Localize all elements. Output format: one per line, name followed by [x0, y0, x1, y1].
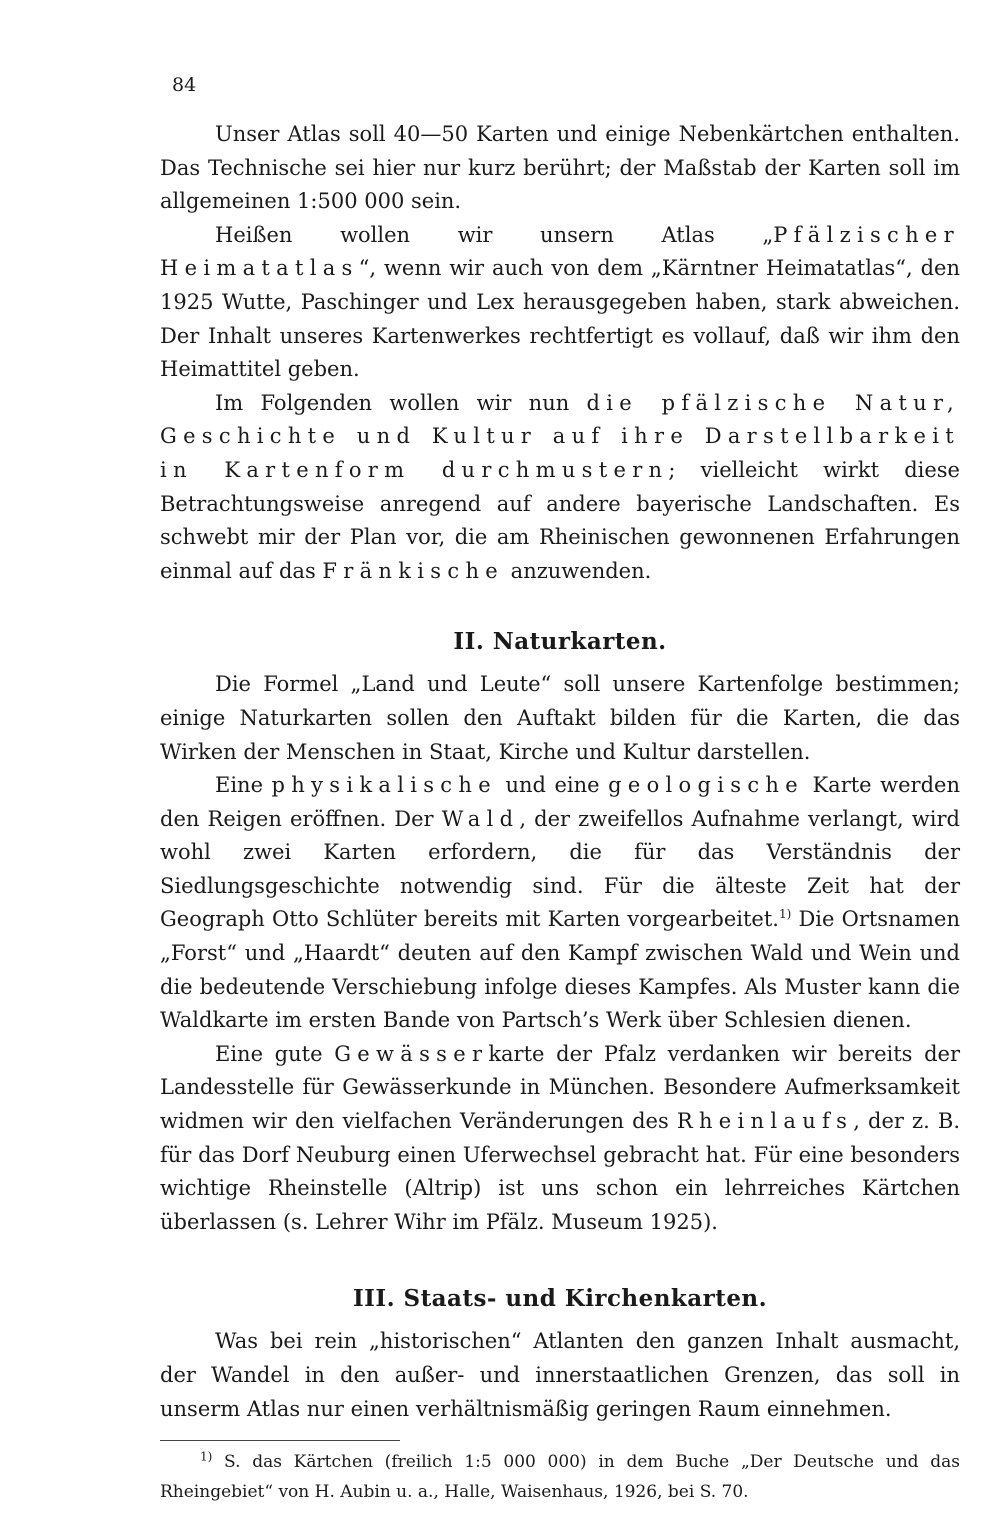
paragraph-water-maps [160, 1038, 960, 1240]
text-segment: , der zweifellos Aufnahme verlangt, wird wohl zwei Karten erfordern, die für das Verständnis der Siedlungsgeschichte notwendig sind. Für die älteste Zeit hat der Geograph Otto Schlüter bereits mit Karten vorgearbeitet. [160, 806, 960, 932]
paragraph-historical-atlases: Was bei rein „historischen“ Atlanten den ganzen Inhalt ausmacht, der Wandel in den außer- und innerstaatlichen Grenzen, das soll in unserm Atlas nur einen verhältnismäßig geringen Raum einnehmen. [160, 1329, 960, 1421]
section-heading-naturkarten: II. Naturkarten. [453, 628, 667, 656]
text-segment: Heißen wollen wir unsern Atlas „ [215, 222, 774, 247]
text-segment: , der z. B. für das Dorf Neuburg einen Uferwechsel gebracht hat. Für eine besonders wichtige Rheinstelle (Altrip) ist uns schon ein lehrreiches Kärtchen überlassen (s. Lehrer Wihr im Pfälz. Museum 1925). [160, 1109, 960, 1234]
text-segment: karte der Pfalz verdanken wir bereits der Landesstelle für Gewässerkunde in München. Besondere Aufmerksamkeit widmen wir den vielfachen Veränderungen des [160, 1041, 961, 1134]
text-segment: Eine gute [215, 1041, 335, 1066]
text-segment: und eine [496, 773, 609, 798]
paragraph-atlas-name [160, 219, 960, 387]
paragraph-atlas-scope: Unser Atlas soll 40—50 Karten und einige Nebenkärtchen enthalten. Das Technische sei hier nur kurz berührt; der Maßstab der Karten soll im allgemeinen 1:500 000 sein. [160, 122, 960, 214]
book-page [160, 72, 960, 1507]
emphasized-text: Gewässer [334, 1041, 489, 1066]
emphasized-text: Rheinlaufs [676, 1109, 854, 1134]
text-segment: anzuwenden. [504, 558, 652, 583]
footnote-mark: 1) [200, 1449, 213, 1464]
footnote-reference: 1) [778, 907, 792, 922]
text-segment: Eine [215, 773, 272, 798]
footnote-divider [160, 1440, 400, 1441]
emphasized-text: physikalische [271, 773, 497, 798]
emphasized-text: die pfälzische Natur, Geschichte und Kultur auf ihre Darstellbarkeit in Kartenform durchmustern [160, 390, 961, 482]
text-segment: “, wenn wir auch von dem „Kärntner Heimatatlas“, den 1925 Wutte, Paschinger und Lex herausgegeben haben, stark abweichen. Der Inhalt unseres Kartenwerkes rechtfertigt es vollauf, daß wir ihm den Heimattitel geben. [160, 256, 960, 382]
text-segment: Im Folgenden wollen wir nun [215, 390, 587, 415]
emphasized-text: Fränkische [322, 558, 504, 583]
footnote-text: S. das Kärtchen (freilich 1:5 000 000) in dem Buche „Der Deutsche und das Rheingebiet“ von H. Aubin u. a., Halle, Waisenhaus, 1926, bei S. 70. [160, 1452, 960, 1503]
paragraph-formula: Die Formel „Land und Leute“ soll unsere Kartenfolge bestimmen; einige Naturkarten sollen den Auftakt bilden für die Karten, die das Wirken der Menschen in Staat, Kirche und Kultur darstellen. [160, 672, 960, 764]
section-heading-staats-kirchenkarten: III. Staats- und Kirchenkarten. [352, 1285, 768, 1313]
text-segment: ; vielleicht wirkt diese Betrachtungsweise anregend auf andere bayerische Landschaften. Es schwebt mir der Plan vor, die am Rheinischen gewonnenen Erfahrungen einmal auf das [160, 457, 960, 583]
emphasized-text: geologische [608, 773, 804, 798]
emphasized-text: Wald [441, 806, 520, 831]
page-number: 84 [172, 74, 197, 96]
footnote [160, 1447, 960, 1507]
paragraph-physical-maps [160, 769, 960, 1038]
emphasized-text: Pfälzischer Heimatatlas [160, 222, 960, 281]
paragraph-survey [160, 387, 960, 589]
text-segment: Karte werden den Reigen eröffnen. Der [160, 773, 960, 831]
text-segment: Die Ortsnamen „Forst“ und „Haardt“ deuten auf den Kampf zwischen Wald und Wein und die bedeutende Verschiebung infolge dieses Kampfes. Als Muster kann die Waldkarte im ersten Bande von Partsch’s Werk über Schlesien dienen. [160, 907, 960, 1033]
